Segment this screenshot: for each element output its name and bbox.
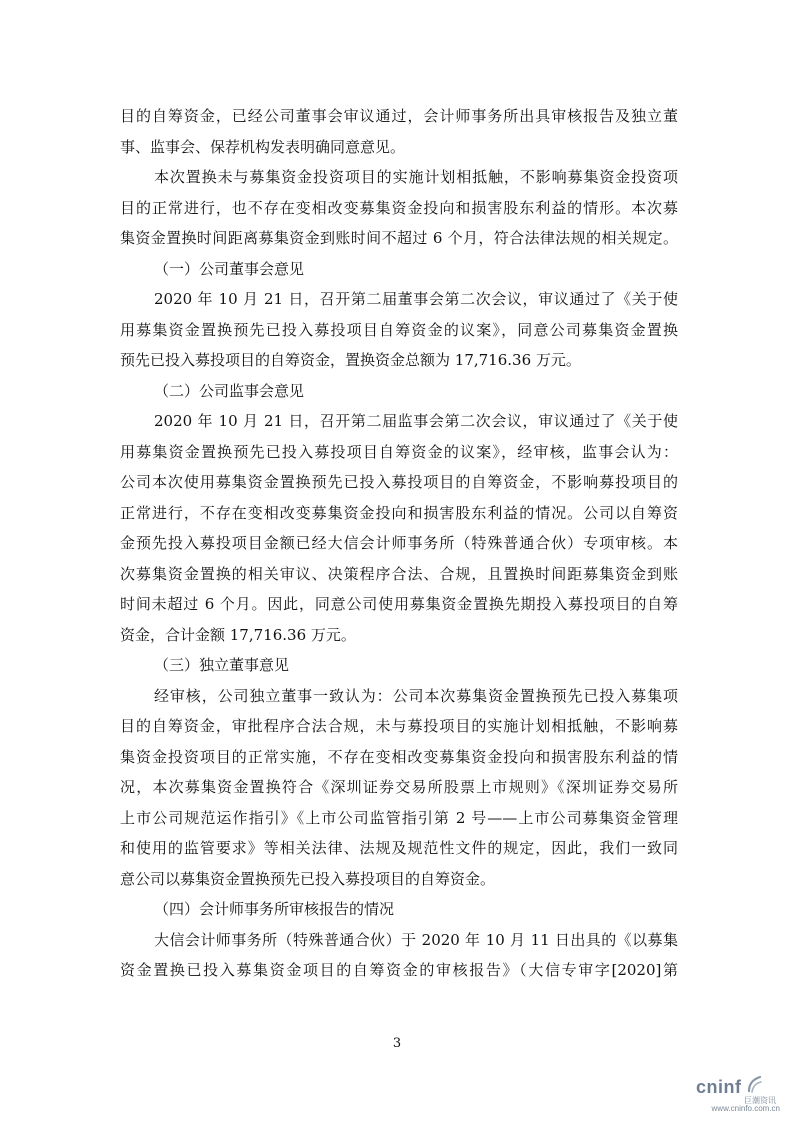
paragraph-first-line: 本次置换未与募集资金投资项目的实施计划相抵触，不影响募集资金投资项 xyxy=(154,168,678,186)
paragraph-first-line: 大信会计师事务所（特殊普通合伙）于 2020 年 10 月 11 日出具的《以募集 xyxy=(154,930,678,949)
text-line: 资金置换已投入募集资金项目的自筹资金的审核报告》（大信专审字[2020]第 xyxy=(120,961,678,979)
cninfo-logo-icon xyxy=(746,1075,762,1093)
text-line: 用募集资金置换预先已投入募投项目自筹资金的议案》，经审核，监事会认为： xyxy=(120,442,678,461)
text-line: 况，本次募集资金置换符合《深圳证券交易所股票上市规则》《深圳证券交易所 xyxy=(120,778,678,796)
section-heading: （二）公司监事会意见 xyxy=(154,381,305,400)
paragraph-first-line: 2020 年 10 月 21 日，召开第二届董事会第二次会议，审议通过了《关于使 xyxy=(154,290,678,308)
text-line: 和使用的监管要求》等相关法律、法规及规范性文件的规定，因此，我们一致同 xyxy=(120,839,678,857)
section-heading: （三）独立董事意见 xyxy=(154,656,290,674)
paragraph-first-line: 经审核，公司独立董事一致认为：公司本次募集资金置换预先已投入募集项 xyxy=(154,686,678,705)
text-line: 意公司以募集资金置换预先已投入募投项目的自筹资金。 xyxy=(120,869,496,888)
watermark-logo-text: cninf xyxy=(696,1077,742,1097)
text-line: 上市公司规范运作指引》《上市公司监管指引第 2 号——上市公司募集资金管理 xyxy=(120,808,678,827)
section-heading: （一）公司董事会意见 xyxy=(154,259,305,278)
text-line: 用募集资金置换预先已投入募投项目自筹资金的议案》，同意公司募集资金置换 xyxy=(120,320,678,339)
cninfo-watermark xyxy=(692,1075,782,1115)
text-line: 时间未超过 6 个月。因此，同意公司使用募集资金置换先期投入募投项目的自筹 xyxy=(120,595,678,613)
document-body xyxy=(120,101,678,986)
section-heading: （四）会计师事务所审核报告的情况 xyxy=(154,900,395,918)
text-line: 公司本次使用募集资金置换预先已投入募投项目的自筹资金，不影响募投项目的 xyxy=(120,473,678,491)
watermark-url: www.cninfo.com.cn xyxy=(711,1104,780,1113)
text-line: 目的正常进行，也不存在变相改变募集资金投向和损害股东利益的情形。本次募 xyxy=(120,198,678,217)
text-line: 预先已投入募投项目的自筹资金，置换资金总额为 17,716.36 万元。 xyxy=(120,351,581,369)
text-line: 金预先投入募投项目金额已经大信会计师事务所（特殊普通合伙）专项审核。本 xyxy=(120,534,678,552)
text-line: 正常进行，不存在变相改变募集资金投向和损害股东利益的情况。公司以自筹资 xyxy=(120,503,678,522)
text-line: 集资金置换时间距离募集资金到账时间不超过 6 个月，符合法律法规的相关规定。 xyxy=(120,229,678,247)
page-number: 3 xyxy=(392,1036,402,1051)
text-line: 目的自筹资金，已经公司董事会审议通过，会计师事务所出具审核报告及独立董 xyxy=(120,107,678,125)
text-line: 集资金投资项目的正常实施，不存在变相改变募集资金投向和损害股东利益的情 xyxy=(120,747,678,766)
text-line: 次募集资金置换的相关审议、决策程序合法、合规，且置换时间距募集资金到账 xyxy=(120,564,678,583)
paragraph-first-line: 2020 年 10 月 21 日，召开第二届监事会第二次会议，审议通过了《关于使 xyxy=(154,412,678,430)
text-line: 资金，合计金额 17,716.36 万元。 xyxy=(120,625,356,644)
text-line: 事、监事会、保荐机构发表明确同意意见。 xyxy=(120,137,406,156)
text-line: 目的自筹资金，审批程序合法合规，未与募投项目的实施计划相抵触，不影响募 xyxy=(120,717,678,735)
watermark-cn-text: 巨潮资讯 xyxy=(744,1096,776,1105)
